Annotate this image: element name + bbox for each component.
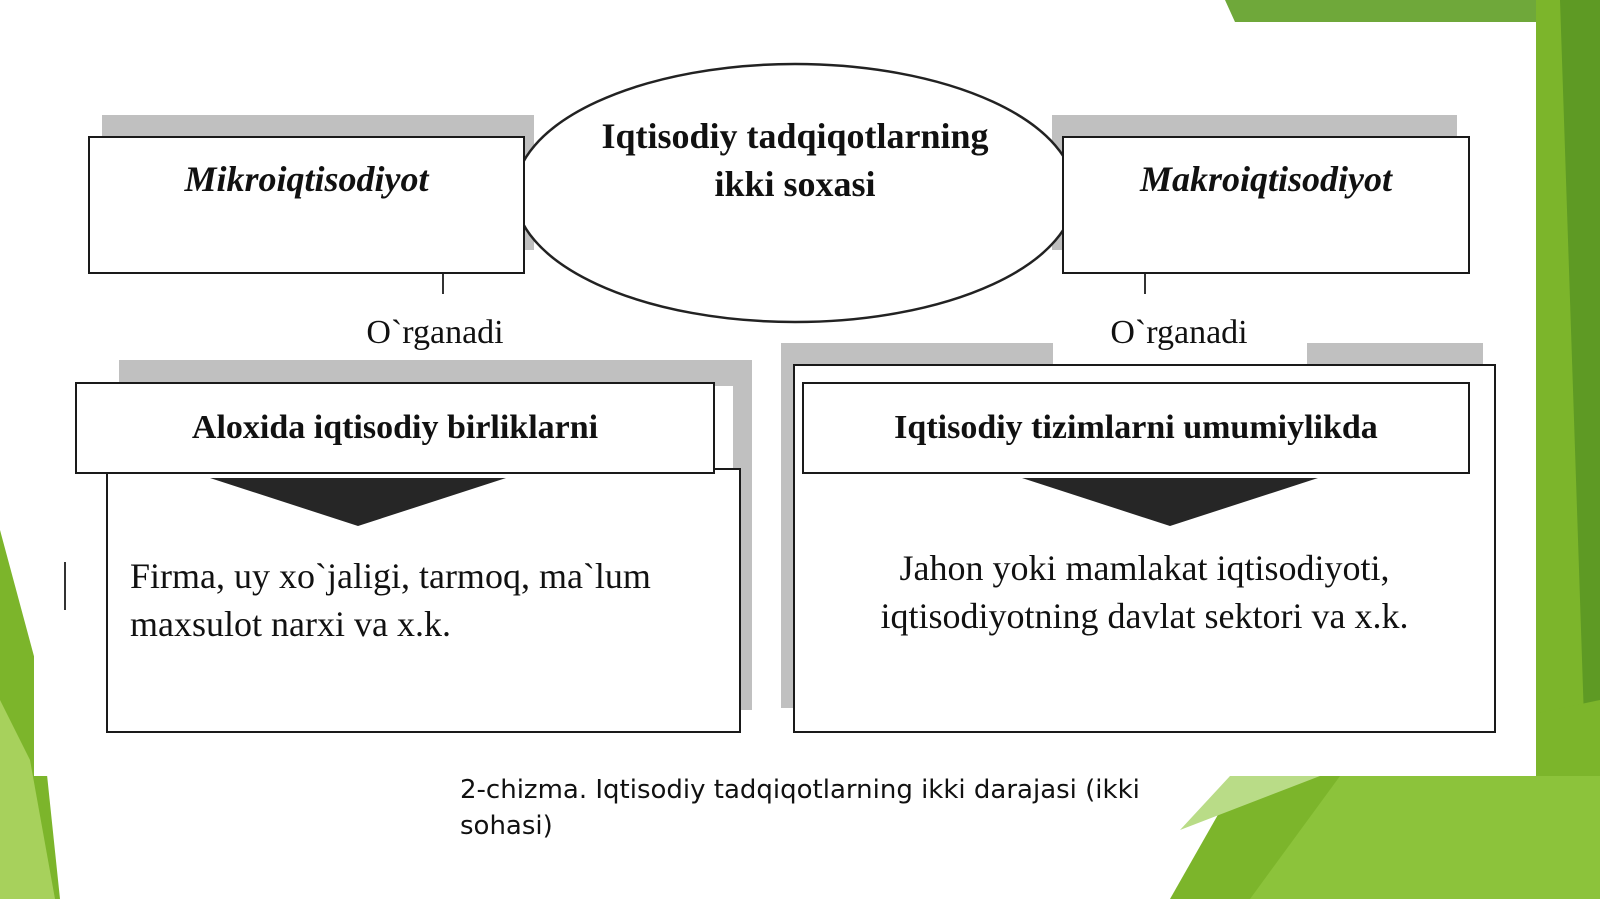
- figure-caption: 2-chizma. Iqtisodiy tadqiqotlarning ikki darajasi (ikki sohasi): [460, 775, 1140, 841]
- micro-box: [88, 136, 525, 274]
- macro-title: Makroiqtisodiyot: [1139, 159, 1393, 199]
- macro-box: [1062, 136, 1470, 274]
- macro-body-text: Jahon yoki mamlakat iqtisodiyoti, iqtisodiyotning davlat sektori va x.k.: [880, 548, 1409, 636]
- macro-link-label: O`rganadi: [1110, 314, 1248, 351]
- macro-heading-box: [802, 382, 1470, 474]
- micro-heading-box: [75, 382, 715, 474]
- micro-body-text: Firma, uy xo`jaligi, tarmoq, ma`lum maxsulot narxi va x.k.: [130, 556, 651, 644]
- micro-link-label: O`rganadi: [366, 314, 504, 351]
- macro-down-arrow: [1022, 478, 1318, 528]
- micro-connector: [442, 274, 444, 294]
- micro-down-arrow: [210, 478, 506, 528]
- micro-heading: Aloxida iqtisodiy birliklarni: [191, 409, 599, 446]
- macro-heading: Iqtisodiy tizimlarni umumiylikda: [894, 409, 1378, 446]
- center-title: Iqtisodiy tadqiqotlarning ikki soxasi: [601, 116, 989, 204]
- micro-title: Mikroiqtisodiyot: [184, 159, 429, 199]
- macro-connector: [1144, 274, 1146, 294]
- macro-detail-shadow-top-right: [1307, 343, 1483, 365]
- text-cursor-mark: [64, 562, 66, 610]
- macro-detail-shadow-top-left: [781, 343, 1053, 365]
